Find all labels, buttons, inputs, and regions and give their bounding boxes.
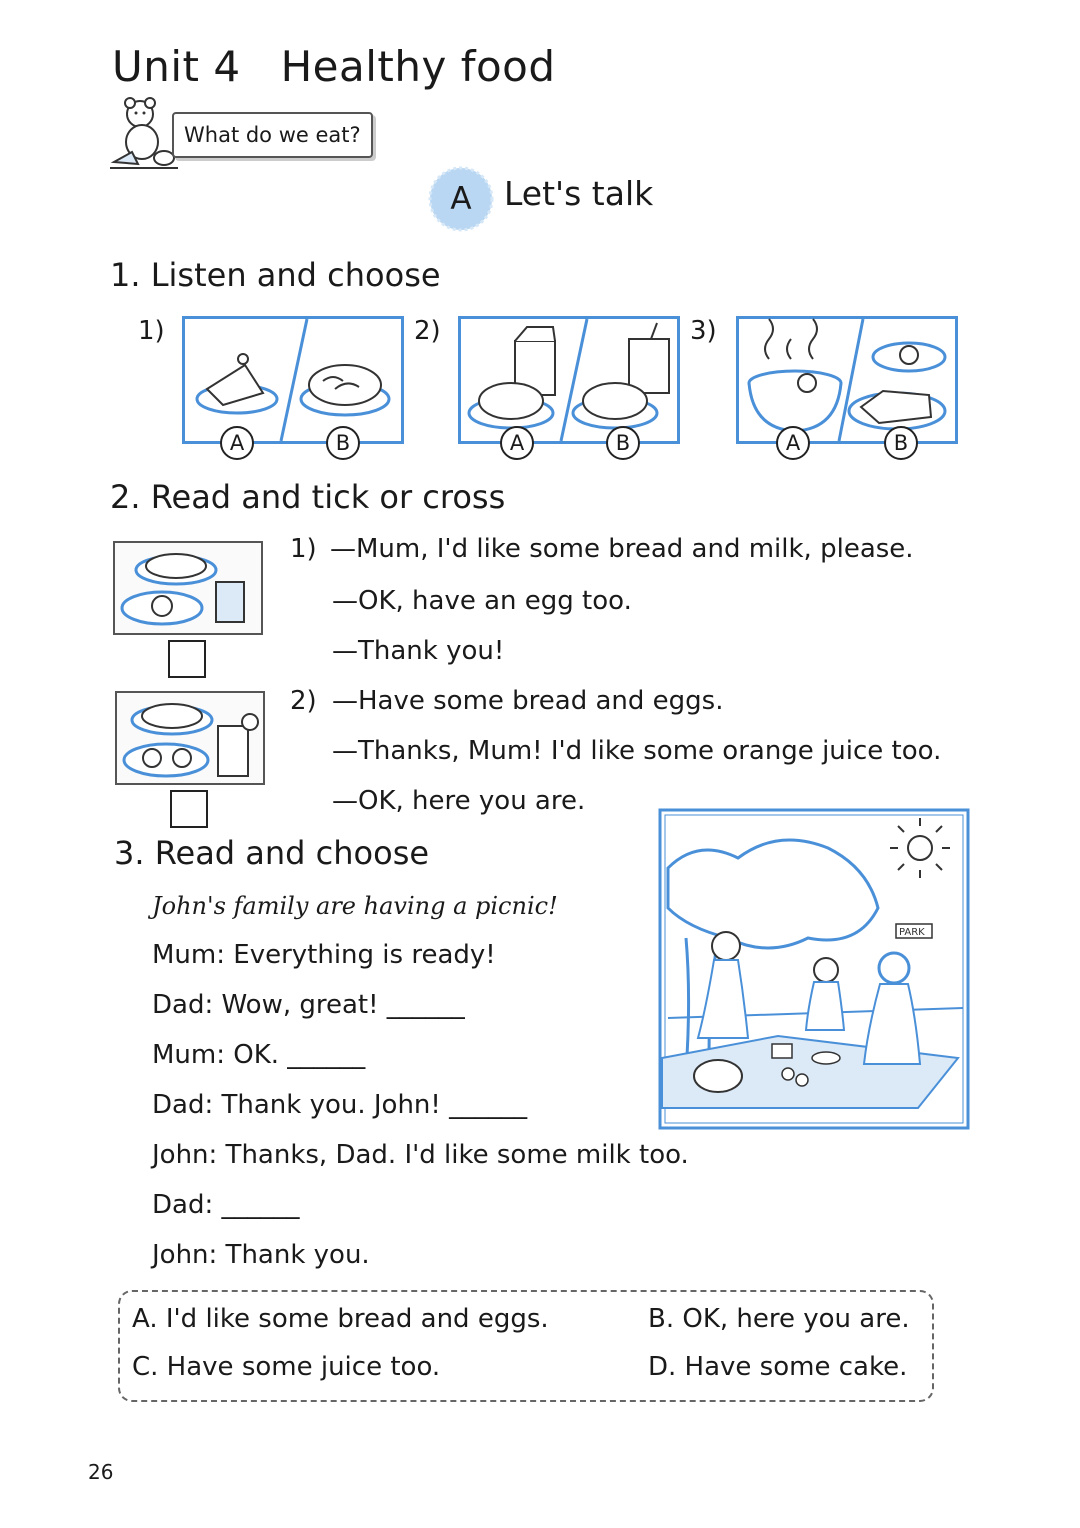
picnic-line-6: Dad: ______	[152, 1190, 300, 1220]
part1-item3-number: 3)	[690, 316, 717, 346]
option-a: A. I'd like some bread and eggs.	[132, 1304, 549, 1334]
mum-figure	[879, 953, 909, 983]
dialogue-2-number: 2)	[290, 686, 317, 716]
option-a-circle-3[interactable]: A	[776, 426, 810, 460]
sun-icon	[908, 836, 932, 860]
cake-and-bread-illustration	[185, 319, 401, 441]
dialogue-1-number: 1)	[290, 534, 317, 564]
park-sign-label: PARK	[899, 927, 925, 938]
dialogue-2-line-3: —OK, here you are.	[332, 786, 586, 816]
page-number: 26	[88, 1460, 114, 1484]
picnic-line-5: John: Thanks, Dad. I'd like some milk too.	[152, 1140, 689, 1170]
option-b-circle-1[interactable]: B	[326, 426, 360, 460]
picnic-line-7: John: Thank you.	[152, 1240, 370, 1270]
dialogue-1-line-2: —OK, have an egg too.	[332, 586, 632, 616]
option-c: C. Have some juice too.	[132, 1352, 441, 1382]
basket-icon	[694, 1060, 742, 1092]
picnic-illustration	[658, 808, 970, 1130]
part3-heading: 3. Read and choose	[114, 834, 430, 872]
part1-panel-2	[458, 316, 680, 444]
option-b-circle-3[interactable]: B	[884, 426, 918, 460]
bread-egg-milk-tray-illustration	[112, 540, 264, 636]
part1-panel-3	[736, 316, 958, 444]
part1-heading: 1. Listen and choose	[110, 256, 441, 294]
option-a-circle-2[interactable]: A	[500, 426, 534, 460]
part1-panel-1	[182, 316, 404, 444]
teddy-bear-icon	[110, 96, 180, 170]
unit-title: Healthy food	[280, 42, 556, 91]
tick-box-2[interactable]	[170, 790, 208, 828]
dialogue-1-line-1: —Mum, I'd like some bread and milk, please.	[330, 534, 914, 564]
option-a-circle-1[interactable]: A	[220, 426, 254, 460]
dad-figure	[712, 932, 740, 960]
picnic-line-4: Dad: Thank you. John! ______	[152, 1090, 528, 1120]
bread-egg-juice-tray-illustration	[114, 690, 266, 786]
option-d: D. Have some cake.	[648, 1352, 908, 1382]
page-title	[112, 42, 556, 91]
option-b: B. OK, here you are.	[648, 1304, 910, 1334]
option-b-circle-2[interactable]: B	[606, 426, 640, 460]
part2-heading: 2. Read and tick or cross	[110, 478, 506, 516]
tick-box-1[interactable]	[168, 640, 206, 678]
section-title: Let's talk	[504, 174, 654, 213]
section-letter: A	[450, 181, 472, 217]
unit-number: Unit 4	[112, 42, 241, 91]
picnic-intro: John's family are having a picnic!	[152, 892, 558, 920]
picnic-line-2: Dad: Wow, great! ______	[152, 990, 465, 1020]
part1-item1-number: 1)	[138, 316, 165, 346]
section-badge	[428, 166, 494, 232]
picnic-line-1: Mum: Everything is ready!	[152, 940, 496, 970]
noodles-egg-steak-illustration	[739, 319, 955, 441]
dialogue-2-line-2: —Thanks, Mum! I'd like some orange juice too.	[332, 736, 942, 766]
subtitle-tag: What do we eat?	[172, 112, 373, 158]
picnic-line-3: Mum: OK. ______	[152, 1040, 366, 1070]
dialogue-2-line-1: —Have some bread and eggs.	[332, 686, 724, 716]
dialogue-1-line-3: —Thank you!	[332, 636, 505, 666]
part1-item2-number: 2)	[414, 316, 441, 346]
bread-milk-juice-illustration	[461, 319, 677, 441]
john-figure	[814, 958, 838, 982]
